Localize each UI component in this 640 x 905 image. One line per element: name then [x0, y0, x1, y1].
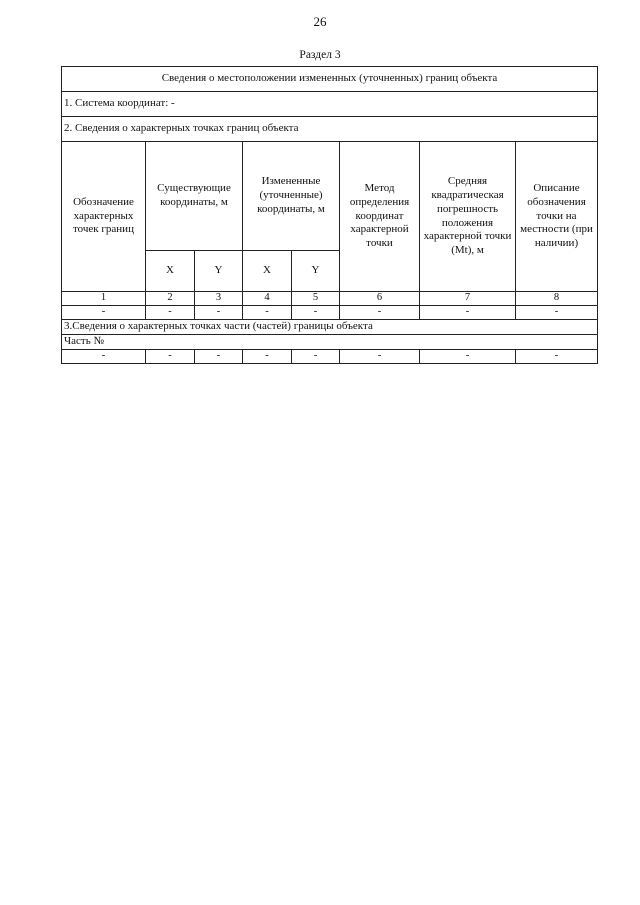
- column-number: 3: [195, 292, 243, 306]
- column-number: 4: [243, 292, 292, 306]
- header-changed-coords: Измененные (уточненные) координаты, м: [243, 142, 340, 251]
- part-number-row: Часть №: [62, 335, 598, 350]
- header-description: Описание обозначения точки на местности (при наличии): [516, 142, 598, 292]
- column-number: 6: [340, 292, 420, 306]
- column-number: 8: [516, 292, 598, 306]
- page-number: 26: [313, 14, 327, 29]
- column-number: 7: [420, 292, 516, 306]
- header-existing-x: X: [146, 251, 195, 292]
- table-cell: -: [62, 306, 146, 320]
- table-cell: -: [292, 306, 340, 320]
- section-title: Раздел 3: [299, 49, 341, 61]
- coord-system-row: 1. Система координат: -: [62, 92, 598, 117]
- table-cell: -: [292, 350, 340, 364]
- table-row: [62, 306, 598, 320]
- header-point-designation: Обозначение характерных точек границ: [62, 142, 146, 292]
- column-number: 1: [62, 292, 146, 306]
- header-existing-coords: Существующие координаты, м: [146, 142, 243, 251]
- parts-heading-row: 3.Сведения о характерных точках части (частей) границы объекта: [62, 320, 598, 335]
- header-changed-x: X: [243, 251, 292, 292]
- table-cell: -: [420, 350, 516, 364]
- table-cell: -: [146, 306, 195, 320]
- column-number: 5: [292, 292, 340, 306]
- table-cell: -: [340, 306, 420, 320]
- header-method: Метод определения координат характерной точки: [340, 142, 420, 292]
- table-cell: -: [516, 350, 598, 364]
- table-cell: -: [195, 350, 243, 364]
- header-existing-y: Y: [195, 251, 243, 292]
- table-cell: -: [516, 306, 598, 320]
- table-cell: -: [195, 306, 243, 320]
- points-heading-row: 2. Сведения о характерных точках границ объекта: [62, 117, 598, 142]
- table-row: [62, 350, 598, 364]
- table-cell: -: [340, 350, 420, 364]
- table-cell: -: [243, 306, 292, 320]
- header-changed-y: Y: [292, 251, 340, 292]
- boundary-points-table: [61, 66, 598, 364]
- table-cell: -: [420, 306, 516, 320]
- table-caption: Сведения о местоположении измененных (уточненных) границ объекта: [62, 67, 598, 92]
- column-number: 2: [146, 292, 195, 306]
- column-numbers-row: [62, 292, 598, 306]
- table-cell: -: [62, 350, 146, 364]
- header-mean-error: Средняя квадратическая погрешность положения характерной точки (Mt), м: [420, 142, 516, 292]
- table-cell: -: [146, 350, 195, 364]
- table-cell: -: [243, 350, 292, 364]
